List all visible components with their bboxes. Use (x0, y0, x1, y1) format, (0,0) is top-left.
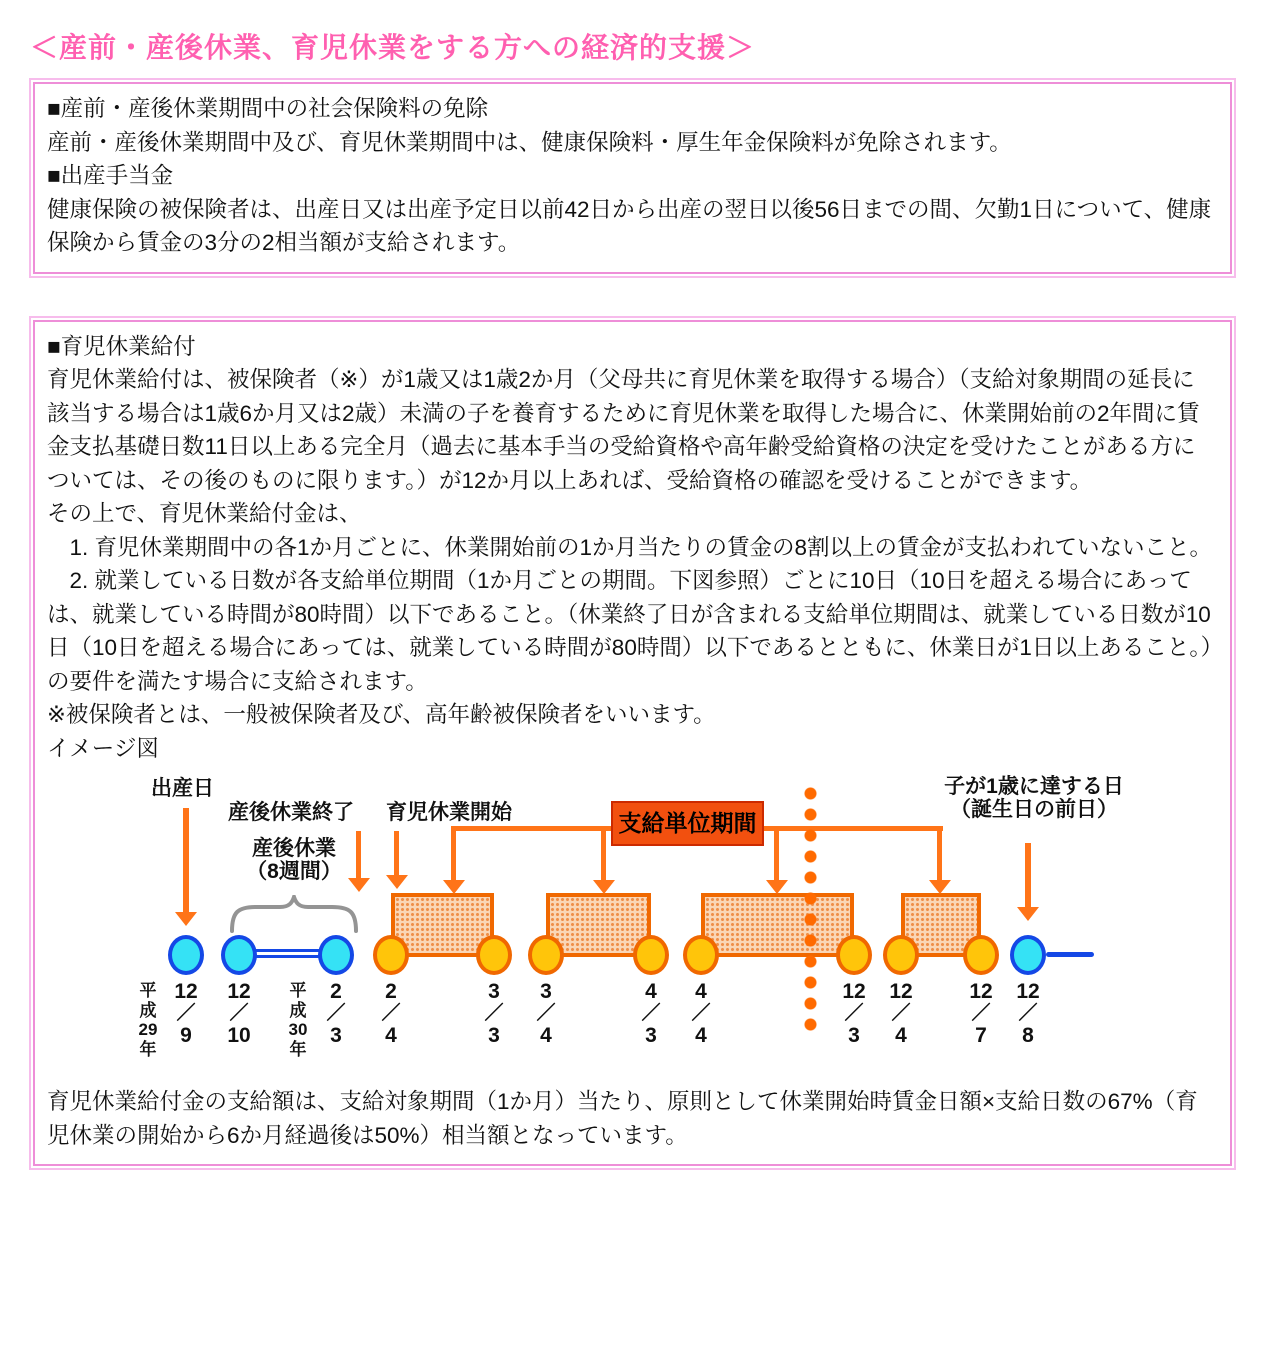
maternity-allowance-heading: ■出産手当金 (47, 163, 174, 188)
postnatal-leave-label-line2: （8週間） (246, 860, 342, 883)
payment-unit-arrow-icon (601, 828, 606, 880)
childcare-leave-benefit-box (33, 320, 1232, 1167)
timeline-date: 3 ／ 3 (484, 980, 504, 1047)
postnatal-leave-end-label: 産後休業終了 (228, 801, 354, 824)
timeline-point (373, 935, 409, 975)
timeline-point (168, 935, 204, 975)
child-turns-one-arrow-icon (1025, 843, 1031, 907)
timeline-point (963, 935, 999, 975)
conditions-lead: その上で、育児休業給付金は、 (47, 501, 362, 526)
payment-period-box (701, 893, 854, 957)
insurance-benefits-box (33, 82, 1232, 274)
payment-unit-arrow-icon (774, 828, 779, 880)
postnatal-leave-8weeks-label (219, 837, 369, 883)
child-turns-one-label-line2: （誕生日の前日） (950, 798, 1118, 821)
condition-2: 2. 就業している日数が各支給単位期間（1か月ごとの期間。下図参照）ごとに10日（10日を超える場合にあっては、就業している時間が80時間）以下であること。（休業終了日が含まれる支給単位期間は、就業している日数が10日（10日を超える場合にあっては、就業している時間が80時間）以下であるとともに、休業日が1日以上あること。） (47, 568, 1224, 660)
page-title: ＜産前・産後休業、育児休業をする方への経済的支援＞ (30, 32, 756, 63)
birth-day-arrow-icon (183, 808, 189, 912)
timeline-date: 4 ／ 3 (641, 980, 661, 1047)
timeline-point (318, 935, 354, 975)
condition-1: 1. 育児休業期間中の各1か月ごとに、休業開始前の1か月当たりの賃金の8割以上の賃金が支払われていないこと。 (47, 534, 1213, 560)
timeline-era-label: 平 成 30 年 (288, 981, 308, 1059)
requirement-note: の要件を満たす場合に支給されます。 (47, 668, 428, 694)
timeline-date: 3 ／ 4 (536, 980, 556, 1047)
timeline-point (633, 935, 669, 975)
childcare-leave-timeline-diagram (47, 775, 1216, 1085)
timeline-date: 12 ／ 10 (227, 980, 251, 1047)
childcare-benefit-heading: ■育児休業給付 (47, 333, 196, 359)
postnatal-leave-label-line1: 産後休業 (252, 837, 336, 860)
timeline-point (683, 935, 719, 975)
premium-exemption-heading: ■産前・産後休業期間中の社会保険料の免除 (47, 96, 489, 121)
premium-exemption-body: 産前・産後休業期間中及び、育児休業期間中は、健康保険料・厚生年金保険料が免除されます。 (47, 129, 1012, 155)
payment-unit-arrow-icon (451, 828, 456, 880)
timeline-point (528, 935, 564, 975)
timeline-date: 2 ／ 3 (326, 980, 346, 1047)
diagram-title: イメージ図 (47, 735, 159, 761)
timeline-point (883, 935, 919, 975)
child-turns-one-label-line1: 子が1歳に達する日 (944, 775, 1124, 798)
childcare-leave-start-label: 育児休業開始 (386, 801, 512, 824)
timeline-date: 12 ／ 9 (174, 980, 198, 1047)
childcare-start-arrow-icon (394, 831, 399, 875)
timeline-point (1010, 935, 1046, 975)
timeline-date: 12 ／ 3 (842, 980, 866, 1047)
timeline-date: 12 ／ 4 (889, 980, 913, 1047)
timeline-point (221, 935, 257, 975)
timeline-era-label: 平 成 29 年 (138, 981, 158, 1059)
time-skip-dotted-line (804, 783, 817, 1033)
payment-unit-period-label: 支給単位期間 (611, 801, 764, 846)
birth-day-label: 出産日 (151, 777, 214, 800)
timeline-point (836, 935, 872, 975)
maternity-allowance-body: 健康保険の被保険者は、出産日又は出産予定日以前42日から出産の翌日以後56日までの間、欠勤1日について、健康保険から賃金の3分の2相当額が支給されます。 (47, 196, 1212, 255)
childcare-benefit-intro: 育児休業給付は、被保険者（※）が1歳又は1歳2か月（父母共に育児休業を取得する場合）（支給対象期間の延長に該当する場合は1歳6か月又は2歳）未満の子を養育するために育児休業を取得した場合に、休業開始前の2年間に賃金支払基礎日数11日以上ある完全月（過去に基本手当の受給資格や高年齢受給資格の決定を受けたことがある方については、その後のものに限ります。）が12か月以上あれば、受給資格の確認を受けることができます。 (47, 367, 1200, 493)
timeline-end-line (1046, 952, 1094, 957)
benefit-amount-footer: 育児休業給付金の支給額は、支給対象期間（1か月）当たり、原則として休業開始時賃金日額×支給日数の67%（育児休業の開始から6か月経過後は50%）相当額となっています。 (47, 1089, 1198, 1148)
timeline-date: 2 ／ 4 (381, 980, 401, 1047)
timeline-date: 12 ／ 8 (1016, 980, 1040, 1047)
child-turns-one-label (869, 775, 1199, 821)
insured-person-note: ※被保険者とは、一般被保険者及び、高年齢被保険者をいいます。 (47, 702, 716, 727)
timeline-date: 12 ／ 7 (969, 980, 993, 1047)
postnatal-leave-brace (228, 895, 360, 935)
timeline-point (476, 935, 512, 975)
timeline-date: 4 ／ 4 (691, 980, 711, 1047)
payment-unit-arrow-icon (937, 828, 942, 880)
